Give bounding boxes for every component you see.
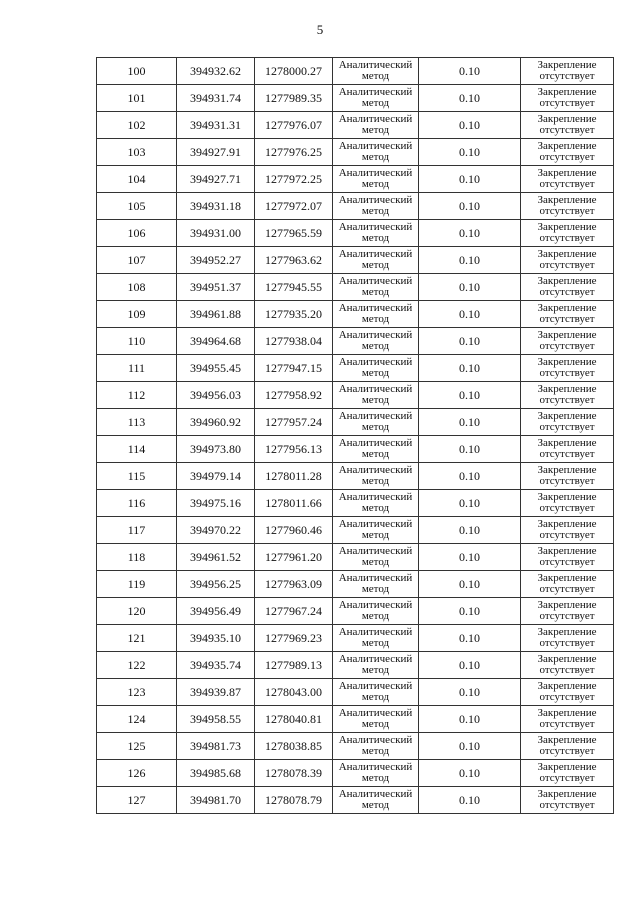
method-cell: Аналитический метод (333, 436, 419, 463)
coordinate-x-cell: 394961.88 (177, 301, 255, 328)
table-row (97, 679, 614, 706)
fixing-description-cell: Закрепление отсутствует (521, 571, 614, 598)
fixing-description-cell: Закрепление отсутствует (521, 328, 614, 355)
accuracy-cell: 0.10 (419, 193, 521, 220)
method-cell: Аналитический метод (333, 220, 419, 247)
accuracy-cell: 0.10 (419, 220, 521, 247)
point-number-cell: 125 (97, 733, 177, 760)
method-cell: Аналитический метод (333, 679, 419, 706)
accuracy-cell: 0.10 (419, 490, 521, 517)
accuracy-cell: 0.10 (419, 166, 521, 193)
coordinate-y-cell: 1278038.85 (255, 733, 333, 760)
method-cell: Аналитический метод (333, 382, 419, 409)
method-cell: Аналитический метод (333, 598, 419, 625)
accuracy-cell: 0.10 (419, 652, 521, 679)
accuracy-cell: 0.10 (419, 733, 521, 760)
coordinate-x-cell: 394981.70 (177, 787, 255, 814)
coordinate-y-cell: 1277963.62 (255, 247, 333, 274)
table-row (97, 652, 614, 679)
table-row (97, 382, 614, 409)
method-cell: Аналитический метод (333, 571, 419, 598)
table-row (97, 328, 614, 355)
table-row (97, 706, 614, 733)
coordinate-y-cell: 1277965.59 (255, 220, 333, 247)
coordinate-y-cell: 1277972.25 (255, 166, 333, 193)
coordinate-y-cell: 1277976.25 (255, 139, 333, 166)
method-cell: Аналитический метод (333, 328, 419, 355)
accuracy-cell: 0.10 (419, 247, 521, 274)
method-cell: Аналитический метод (333, 139, 419, 166)
fixing-description-cell: Закрепление отсутствует (521, 598, 614, 625)
coordinate-x-cell: 394935.10 (177, 625, 255, 652)
fixing-description-cell: Закрепление отсутствует (521, 652, 614, 679)
coordinate-x-cell: 394939.87 (177, 679, 255, 706)
table-row (97, 220, 614, 247)
coordinate-x-cell: 394964.68 (177, 328, 255, 355)
point-number-cell: 102 (97, 112, 177, 139)
page-number: 5 (316, 22, 324, 37)
coordinate-y-cell: 1278011.66 (255, 490, 333, 517)
table-row (97, 274, 614, 301)
method-cell: Аналитический метод (333, 517, 419, 544)
coordinate-y-cell: 1278000.27 (255, 58, 333, 85)
fixing-description-cell: Закрепление отсутствует (521, 355, 614, 382)
point-number-cell: 107 (97, 247, 177, 274)
table-row (97, 58, 614, 85)
coordinate-x-cell: 394931.18 (177, 193, 255, 220)
fixing-description-cell: Закрепление отсутствует (521, 760, 614, 787)
coordinate-x-cell: 394961.52 (177, 544, 255, 571)
table-row (97, 247, 614, 274)
point-number-cell: 108 (97, 274, 177, 301)
point-number-cell: 118 (97, 544, 177, 571)
fixing-description-cell: Закрепление отсутствует (521, 463, 614, 490)
point-number-cell: 120 (97, 598, 177, 625)
coordinate-y-cell: 1277989.13 (255, 652, 333, 679)
table-row (97, 355, 614, 382)
accuracy-cell: 0.10 (419, 598, 521, 625)
coordinate-y-cell: 1277935.20 (255, 301, 333, 328)
point-number-cell: 106 (97, 220, 177, 247)
accuracy-cell: 0.10 (419, 58, 521, 85)
accuracy-cell: 0.10 (419, 463, 521, 490)
coordinate-x-cell: 394960.92 (177, 409, 255, 436)
table-row (97, 409, 614, 436)
fixing-description-cell: Закрепление отсутствует (521, 625, 614, 652)
point-number-cell: 121 (97, 625, 177, 652)
coordinate-x-cell: 394955.45 (177, 355, 255, 382)
fixing-description-cell: Закрепление отсутствует (521, 733, 614, 760)
point-number-cell: 103 (97, 139, 177, 166)
coordinate-x-cell: 394956.25 (177, 571, 255, 598)
coordinate-y-cell: 1278078.79 (255, 787, 333, 814)
fixing-description-cell: Закрепление отсутствует (521, 706, 614, 733)
accuracy-cell: 0.10 (419, 85, 521, 112)
fixing-description-cell: Закрепление отсутствует (521, 58, 614, 85)
coordinate-x-cell: 394935.74 (177, 652, 255, 679)
fixing-description-cell: Закрепление отсутствует (521, 679, 614, 706)
table-row (97, 490, 614, 517)
method-cell: Аналитический метод (333, 706, 419, 733)
coordinate-y-cell: 1278043.00 (255, 679, 333, 706)
accuracy-cell: 0.10 (419, 274, 521, 301)
point-number-cell: 119 (97, 571, 177, 598)
accuracy-cell: 0.10 (419, 787, 521, 814)
point-number-cell: 100 (97, 58, 177, 85)
accuracy-cell: 0.10 (419, 409, 521, 436)
table-row (97, 760, 614, 787)
accuracy-cell: 0.10 (419, 328, 521, 355)
accuracy-cell: 0.10 (419, 679, 521, 706)
accuracy-cell: 0.10 (419, 625, 521, 652)
coordinate-y-cell: 1277976.07 (255, 112, 333, 139)
coordinate-y-cell: 1277958.92 (255, 382, 333, 409)
coordinate-x-cell: 394973.80 (177, 436, 255, 463)
coordinate-x-cell: 394931.00 (177, 220, 255, 247)
accuracy-cell: 0.10 (419, 436, 521, 463)
fixing-description-cell: Закрепление отсутствует (521, 220, 614, 247)
method-cell: Аналитический метод (333, 760, 419, 787)
method-cell: Аналитический метод (333, 625, 419, 652)
point-number-cell: 124 (97, 706, 177, 733)
accuracy-cell: 0.10 (419, 301, 521, 328)
table-row (97, 463, 614, 490)
coordinate-x-cell: 394931.31 (177, 112, 255, 139)
coordinate-x-cell: 394931.74 (177, 85, 255, 112)
fixing-description-cell: Закрепление отсутствует (521, 544, 614, 571)
accuracy-cell: 0.10 (419, 382, 521, 409)
coordinate-y-cell: 1277967.24 (255, 598, 333, 625)
method-cell: Аналитический метод (333, 355, 419, 382)
table-row (97, 787, 614, 814)
method-cell: Аналитический метод (333, 787, 419, 814)
coordinate-x-cell: 394956.03 (177, 382, 255, 409)
method-cell: Аналитический метод (333, 544, 419, 571)
method-cell: Аналитический метод (333, 274, 419, 301)
fixing-description-cell: Закрепление отсутствует (521, 85, 614, 112)
coordinate-y-cell: 1277938.04 (255, 328, 333, 355)
point-number-cell: 126 (97, 760, 177, 787)
table-row (97, 139, 614, 166)
coordinate-y-cell: 1277989.35 (255, 85, 333, 112)
coordinate-x-cell: 394979.14 (177, 463, 255, 490)
accuracy-cell: 0.10 (419, 760, 521, 787)
fixing-description-cell: Закрепление отсутствует (521, 166, 614, 193)
fixing-description-cell: Закрепление отсутствует (521, 436, 614, 463)
table-row (97, 166, 614, 193)
coordinate-x-cell: 394975.16 (177, 490, 255, 517)
table-row (97, 193, 614, 220)
coordinate-x-cell: 394932.62 (177, 58, 255, 85)
fixing-description-cell: Закрепление отсутствует (521, 247, 614, 274)
accuracy-cell: 0.10 (419, 139, 521, 166)
point-number-cell: 116 (97, 490, 177, 517)
fixing-description-cell: Закрепление отсутствует (521, 517, 614, 544)
point-number-cell: 109 (97, 301, 177, 328)
point-number-cell: 123 (97, 679, 177, 706)
fixing-description-cell: Закрепление отсутствует (521, 139, 614, 166)
coordinate-y-cell: 1278078.39 (255, 760, 333, 787)
coordinates-table (96, 57, 614, 814)
point-number-cell: 115 (97, 463, 177, 490)
coordinate-y-cell: 1278011.28 (255, 463, 333, 490)
accuracy-cell: 0.10 (419, 517, 521, 544)
method-cell: Аналитический метод (333, 733, 419, 760)
coordinates-table-body (97, 58, 614, 814)
coordinate-y-cell: 1277947.15 (255, 355, 333, 382)
method-cell: Аналитический метод (333, 301, 419, 328)
fixing-description-cell: Закрепление отсутствует (521, 787, 614, 814)
method-cell: Аналитический метод (333, 112, 419, 139)
point-number-cell: 101 (97, 85, 177, 112)
point-number-cell: 122 (97, 652, 177, 679)
coordinate-y-cell: 1277961.20 (255, 544, 333, 571)
fixing-description-cell: Закрепление отсутствует (521, 274, 614, 301)
point-number-cell: 127 (97, 787, 177, 814)
table-row (97, 598, 614, 625)
table-row (97, 625, 614, 652)
method-cell: Аналитический метод (333, 409, 419, 436)
point-number-cell: 112 (97, 382, 177, 409)
point-number-cell: 111 (97, 355, 177, 382)
point-number-cell: 104 (97, 166, 177, 193)
table-row (97, 733, 614, 760)
method-cell: Аналитический метод (333, 247, 419, 274)
coordinate-x-cell: 394985.68 (177, 760, 255, 787)
coordinate-x-cell: 394951.37 (177, 274, 255, 301)
coordinate-x-cell: 394956.49 (177, 598, 255, 625)
coordinate-y-cell: 1277963.09 (255, 571, 333, 598)
coordinate-x-cell: 394970.22 (177, 517, 255, 544)
method-cell: Аналитический метод (333, 652, 419, 679)
coordinate-y-cell: 1277960.46 (255, 517, 333, 544)
table-row (97, 436, 614, 463)
method-cell: Аналитический метод (333, 85, 419, 112)
point-number-cell: 110 (97, 328, 177, 355)
method-cell: Аналитический метод (333, 193, 419, 220)
point-number-cell: 105 (97, 193, 177, 220)
method-cell: Аналитический метод (333, 463, 419, 490)
accuracy-cell: 0.10 (419, 571, 521, 598)
coordinate-y-cell: 1277957.24 (255, 409, 333, 436)
table-row (97, 85, 614, 112)
table-row (97, 112, 614, 139)
coordinate-x-cell: 394981.73 (177, 733, 255, 760)
coordinate-y-cell: 1278040.81 (255, 706, 333, 733)
point-number-cell: 113 (97, 409, 177, 436)
fixing-description-cell: Закрепление отсутствует (521, 193, 614, 220)
accuracy-cell: 0.10 (419, 112, 521, 139)
table-row (97, 301, 614, 328)
coordinate-y-cell: 1277956.13 (255, 436, 333, 463)
accuracy-cell: 0.10 (419, 355, 521, 382)
method-cell: Аналитический метод (333, 166, 419, 193)
coordinate-y-cell: 1277945.55 (255, 274, 333, 301)
table-row (97, 517, 614, 544)
fixing-description-cell: Закрепление отсутствует (521, 112, 614, 139)
fixing-description-cell: Закрепление отсутствует (521, 382, 614, 409)
coordinate-x-cell: 394927.91 (177, 139, 255, 166)
method-cell: Аналитический метод (333, 58, 419, 85)
table-row (97, 571, 614, 598)
point-number-cell: 114 (97, 436, 177, 463)
point-number-cell: 117 (97, 517, 177, 544)
fixing-description-cell: Закрепление отсутствует (521, 409, 614, 436)
table-row (97, 544, 614, 571)
coordinate-x-cell: 394952.27 (177, 247, 255, 274)
coordinate-y-cell: 1277972.07 (255, 193, 333, 220)
coordinate-x-cell: 394958.55 (177, 706, 255, 733)
coordinate-y-cell: 1277969.23 (255, 625, 333, 652)
fixing-description-cell: Закрепление отсутствует (521, 490, 614, 517)
coordinate-x-cell: 394927.71 (177, 166, 255, 193)
accuracy-cell: 0.10 (419, 706, 521, 733)
method-cell: Аналитический метод (333, 490, 419, 517)
fixing-description-cell: Закрепление отсутствует (521, 301, 614, 328)
accuracy-cell: 0.10 (419, 544, 521, 571)
